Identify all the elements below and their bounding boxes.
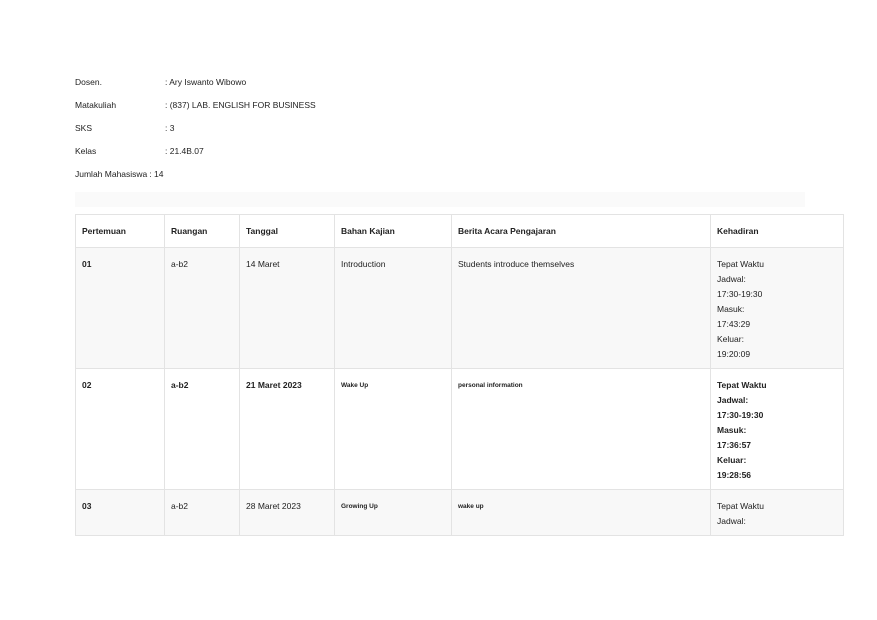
cell-berita-acara: wake up xyxy=(452,490,711,536)
table-header-row xyxy=(76,215,844,248)
header-kehadiran: Kehadiran xyxy=(711,215,844,248)
masuk-value: 17:36:57 xyxy=(717,440,752,450)
cell-pertemuan: 03 xyxy=(76,490,165,536)
cell-tanggal: 14 Maret xyxy=(240,248,335,369)
masuk-label: Masuk: xyxy=(717,304,745,314)
jumlah-value: : 14 xyxy=(149,169,164,179)
keluar-value: 19:20:09 xyxy=(717,349,751,359)
sks-label: SKS xyxy=(75,123,93,133)
keluar-label: Keluar: xyxy=(717,455,747,465)
cell-bahan-kajian: Introduction xyxy=(335,248,452,369)
sks-value: : 3 xyxy=(165,123,175,133)
header-berita-acara: Berita Acara Pengajaran xyxy=(452,215,711,248)
jadwal-label: Jadwal: xyxy=(717,274,746,284)
cell-tanggal: 28 Maret 2023 xyxy=(240,490,335,536)
kelas-value: : 21.4B.07 xyxy=(165,146,204,156)
masuk-value: 17:43:29 xyxy=(717,319,751,329)
cell-bahan-kajian: Growing Up xyxy=(335,490,452,536)
keluar-label: Keluar: xyxy=(717,334,744,344)
jadwal-label: Jadwal: xyxy=(717,516,746,526)
attendance-table xyxy=(75,214,844,536)
cell-kehadiran xyxy=(711,369,844,490)
cell-pertemuan: 01 xyxy=(76,248,165,369)
cell-ruangan: a-b2 xyxy=(165,248,240,369)
header-bahan-kajian: Bahan Kajian xyxy=(335,215,452,248)
table-row xyxy=(76,248,844,369)
jadwal-value: 17:30-19:30 xyxy=(717,410,764,420)
header-ruangan: Ruangan xyxy=(165,215,240,248)
header-pertemuan: Pertemuan xyxy=(76,215,165,248)
jadwal-label: Jadwal: xyxy=(717,395,749,405)
cell-berita-acara: Students introduce themselves xyxy=(452,248,711,369)
attendance-status: Tepat Waktu xyxy=(717,501,764,511)
info-row-kelas xyxy=(75,146,316,169)
cell-ruangan: a-b2 xyxy=(165,369,240,490)
attendance-status: Tepat Waktu xyxy=(717,380,767,390)
jadwal-value: 17:30-19:30 xyxy=(717,289,763,299)
keluar-value: 19:28:56 xyxy=(717,470,752,480)
cell-berita-acara: personal information xyxy=(452,369,711,490)
separator-strip xyxy=(75,192,805,207)
masuk-label: Masuk: xyxy=(717,425,747,435)
jumlah-label: Jumlah Mahasiswa xyxy=(75,169,148,179)
course-info xyxy=(75,77,316,192)
attendance-status: Tepat Waktu xyxy=(717,259,764,269)
cell-kehadiran xyxy=(711,490,844,536)
table-row xyxy=(76,369,844,490)
matakuliah-value: : (837) LAB. ENGLISH FOR BUSINESS xyxy=(165,100,316,110)
cell-pertemuan: 02 xyxy=(76,369,165,490)
info-row-jumlah xyxy=(75,169,316,192)
cell-tanggal: 21 Maret 2023 xyxy=(240,369,335,490)
cell-ruangan: a-b2 xyxy=(165,490,240,536)
info-row-matakuliah xyxy=(75,100,316,123)
matakuliah-label: Matakuliah xyxy=(75,100,117,110)
dosen-value: : Ary Iswanto Wibowo xyxy=(165,77,247,87)
kelas-label: Kelas xyxy=(75,146,97,156)
info-row-dosen xyxy=(75,77,316,100)
dosen-label: Dosen. xyxy=(75,77,102,87)
cell-bahan-kajian: Wake Up xyxy=(335,369,452,490)
cell-kehadiran xyxy=(711,248,844,369)
table-row xyxy=(76,490,844,536)
info-row-sks xyxy=(75,123,316,146)
header-tanggal: Tanggal xyxy=(240,215,335,248)
